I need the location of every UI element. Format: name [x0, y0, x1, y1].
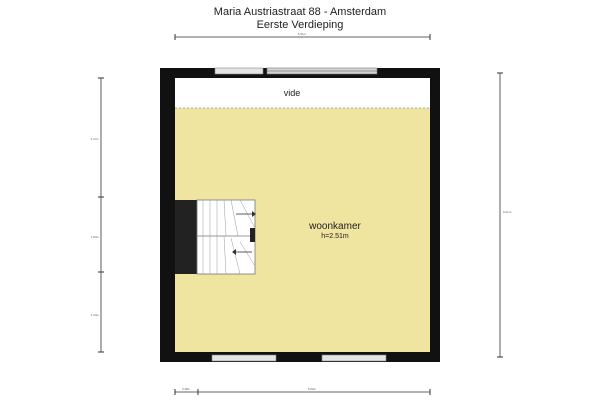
dim-right-total: 6.61m: [503, 210, 512, 214]
address-title: Maria Austriastraat 88 - Amsterdam: [213, 6, 387, 18]
dim-left-middle: 1.84m: [90, 235, 99, 239]
dimension-right: [497, 73, 512, 357]
window-bottom-right: [322, 355, 386, 361]
room-label-vide: vide: [283, 88, 301, 98]
dim-bottom-left: 0.38m: [181, 387, 191, 391]
stair-wall: [175, 200, 197, 274]
dimension-top: [175, 32, 430, 40]
dimension-bottom: [175, 387, 430, 395]
staircase: [197, 200, 256, 274]
vide-area: [175, 78, 430, 108]
dim-left-bottom: 2.44m: [90, 313, 99, 317]
dimension-left: [91, 78, 104, 352]
dim-top-width: 5.51m: [297, 32, 307, 36]
room-height-woonkamer: h=2.51m: [321, 233, 349, 240]
floor-title: Eerste Verdieping: [256, 19, 344, 31]
dim-bottom-main: 5.00m: [307, 387, 317, 391]
window-top-left: [215, 68, 263, 74]
room-label-woonkamer: woonkamer: [309, 221, 361, 232]
window-bottom-left: [212, 355, 276, 361]
dim-left-top: 2.47m: [90, 137, 99, 141]
